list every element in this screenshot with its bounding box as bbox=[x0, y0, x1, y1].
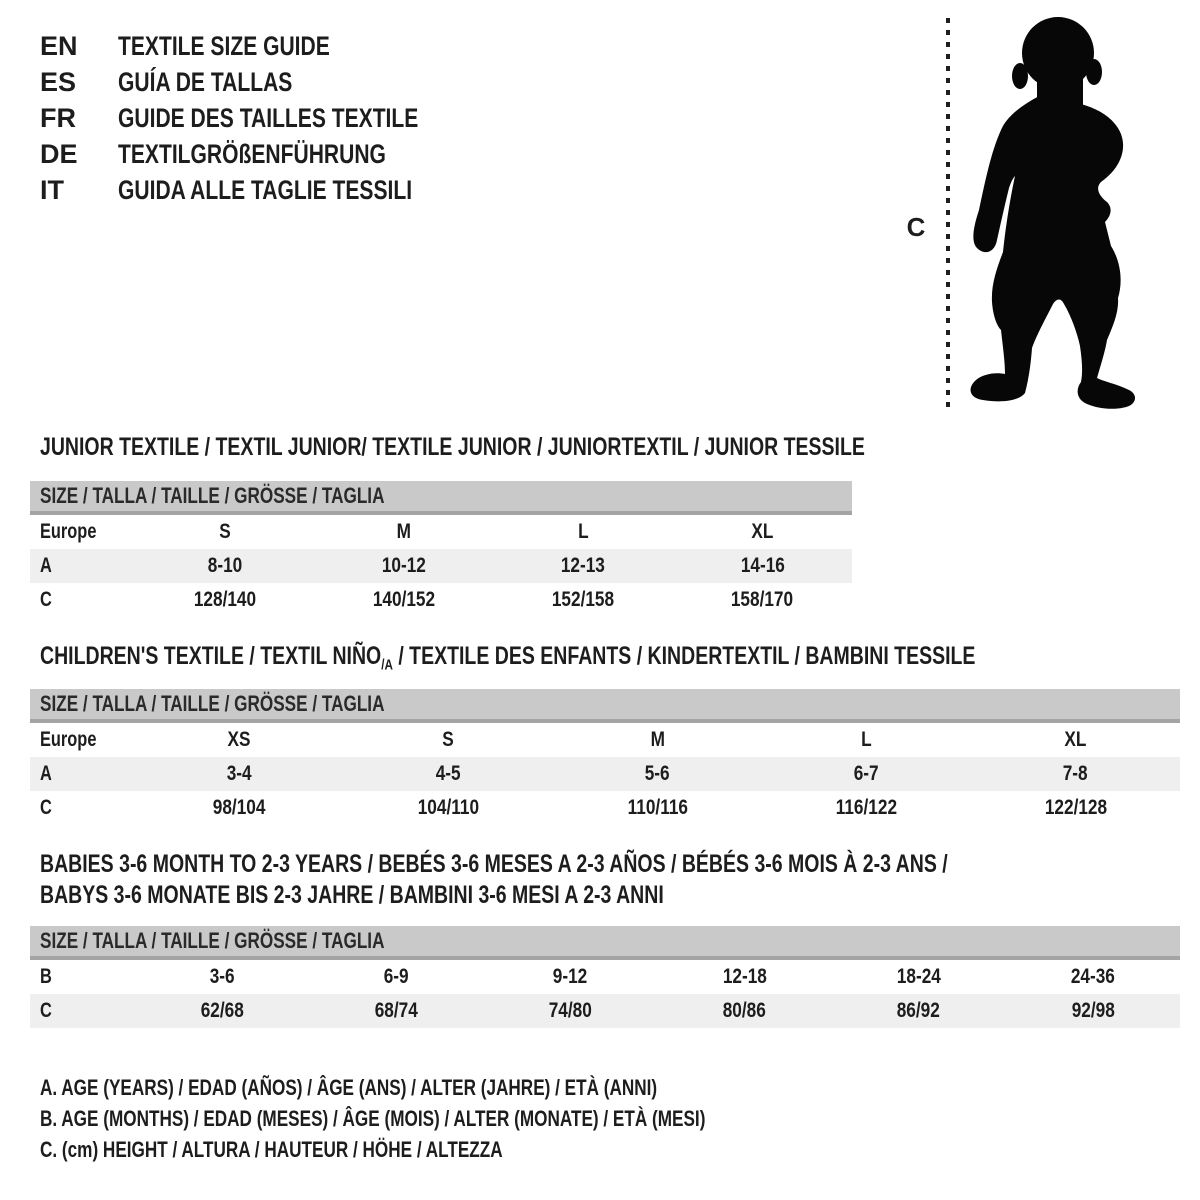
size-value-text: 122/128 bbox=[1044, 796, 1107, 819]
babies-size-table bbox=[30, 926, 1180, 1028]
section-title-line bbox=[40, 641, 1200, 680]
size-value-cell bbox=[135, 520, 314, 544]
size-value-text: 128/140 bbox=[193, 588, 256, 611]
size-value-cell bbox=[309, 999, 483, 1023]
row-label bbox=[30, 728, 135, 752]
table-row-europe bbox=[30, 723, 1180, 757]
size-value-cell bbox=[1006, 999, 1180, 1023]
size-value-cell bbox=[344, 728, 553, 752]
size-value-cell bbox=[344, 762, 553, 786]
size-value-text: 5-6 bbox=[645, 762, 670, 785]
size-value-text: 104/110 bbox=[417, 796, 480, 819]
language-row-en bbox=[40, 28, 503, 64]
size-value-cell bbox=[553, 728, 762, 752]
size-value-cell bbox=[762, 728, 971, 752]
row-label bbox=[30, 554, 135, 578]
size-value-text: 62/68 bbox=[200, 999, 244, 1022]
size-value-cell bbox=[494, 588, 673, 612]
size-value-cell bbox=[658, 965, 832, 989]
size-value-cell bbox=[314, 520, 493, 544]
size-value-text: 158/170 bbox=[731, 588, 794, 611]
section-title-text bbox=[40, 641, 975, 680]
section-title-text bbox=[40, 432, 865, 463]
size-value-text: 3-6 bbox=[209, 965, 235, 988]
size-value-cell bbox=[314, 588, 493, 612]
language-code: EN bbox=[40, 30, 78, 61]
title-segment: JUNIOR TEXTILE / TEXTIL JUNIOR/ TEXTILE JUNIOR / JUNIORTEXTIL / JUNIOR TESSILE bbox=[40, 433, 865, 461]
size-value-text: 7-8 bbox=[1063, 762, 1088, 785]
language-code: DE bbox=[40, 138, 78, 169]
size-value-cell bbox=[673, 554, 852, 578]
size-value-cell bbox=[832, 999, 1006, 1023]
size-header-band-label: SIZE / TALLA / TAILLE / GRÖSSE / TAGLIA bbox=[40, 691, 385, 716]
size-value-text: 12-18 bbox=[722, 965, 767, 988]
size-value-text: 116/122 bbox=[835, 796, 898, 819]
legend-text: A. AGE (YEARS) / EDAD (AÑOS) / ÂGE (ANS) / ALTER (JAHRE) / ETÀ (ANNI) bbox=[40, 1075, 658, 1100]
size-value-text: L bbox=[861, 728, 872, 751]
size-value-text: 6-9 bbox=[383, 965, 409, 988]
size-value-text: 4-5 bbox=[436, 762, 461, 785]
size-value-text: 18-24 bbox=[896, 965, 941, 988]
section-title-text bbox=[40, 849, 948, 880]
size-value-text: M bbox=[396, 520, 412, 543]
title-segment: CHILDREN'S TEXTILE / TEXTIL NIÑO bbox=[40, 642, 382, 670]
children-size-table bbox=[30, 689, 1180, 825]
size-value-cell bbox=[314, 554, 493, 578]
size-value-text: 9-12 bbox=[553, 965, 588, 988]
size-value-cell bbox=[762, 762, 971, 786]
language-title: GUÍA DE TALLAS bbox=[118, 66, 293, 97]
size-header-band bbox=[30, 926, 1180, 960]
size-value-text: 68/74 bbox=[374, 999, 418, 1022]
size-value-text: 86/92 bbox=[897, 999, 941, 1022]
size-value-cell bbox=[1006, 965, 1180, 989]
size-value-cell bbox=[832, 965, 1006, 989]
size-value-text: 152/158 bbox=[551, 588, 615, 611]
size-value-text: 24-36 bbox=[1070, 965, 1115, 988]
size-value-cell bbox=[673, 588, 852, 612]
size-value-cell bbox=[483, 965, 657, 989]
size-value-cell bbox=[135, 762, 344, 786]
table-row-b bbox=[30, 960, 1180, 994]
size-value-text: XL bbox=[751, 520, 774, 543]
size-value-text: 110/116 bbox=[627, 796, 688, 819]
size-value-text: 74/80 bbox=[548, 999, 592, 1022]
language-row-it bbox=[40, 172, 503, 208]
table-row-c bbox=[30, 583, 852, 617]
language-code: ES bbox=[40, 66, 77, 97]
language-title: GUIDE DES TAILLES TEXTILE bbox=[118, 102, 419, 133]
row-label-text: C bbox=[40, 796, 52, 819]
size-header-band-label: SIZE / TALLA / TAILLE / GRÖSSE / TAGLIA bbox=[40, 483, 385, 508]
legend-line-c bbox=[40, 1134, 893, 1165]
size-value-text: 6-7 bbox=[854, 762, 879, 785]
size-value-cell bbox=[971, 728, 1180, 752]
row-label bbox=[30, 796, 135, 820]
size-value-cell bbox=[553, 762, 762, 786]
title-segment: / TEXTILE DES ENFANTS / KINDERTEXTIL / BAMBINI TESSILE bbox=[392, 642, 976, 670]
size-value-cell bbox=[971, 796, 1180, 820]
title-segment: BABYS 3-6 MONATE BIS 2-3 JAHRE / BAMBINI 3-6 MESI A 2-3 ANNI bbox=[40, 881, 664, 909]
section-title-text bbox=[40, 880, 664, 911]
language-row-fr bbox=[40, 100, 503, 136]
size-value-text: L bbox=[577, 520, 589, 543]
size-value-text: S bbox=[442, 728, 455, 751]
size-value-cell bbox=[135, 728, 344, 752]
size-value-cell bbox=[494, 520, 673, 544]
table-row-europe bbox=[30, 515, 852, 549]
table-row-c bbox=[30, 994, 1180, 1028]
size-value-cell bbox=[658, 999, 832, 1023]
size-value-text: M bbox=[650, 728, 665, 751]
size-value-text: 140/152 bbox=[372, 588, 435, 611]
row-label-text: A bbox=[40, 554, 52, 577]
size-value-cell bbox=[673, 520, 852, 544]
size-value-text: 10-12 bbox=[381, 554, 426, 577]
section-title-line bbox=[40, 849, 1200, 880]
language-title: TEXTILE SIZE GUIDE bbox=[118, 30, 330, 61]
row-label bbox=[30, 520, 135, 544]
size-value-text: 80/86 bbox=[723, 999, 767, 1022]
children-section-title bbox=[40, 641, 1200, 680]
size-value-cell bbox=[135, 965, 309, 989]
size-value-text: 98/104 bbox=[213, 796, 266, 819]
size-value-cell bbox=[483, 999, 657, 1023]
row-label-text: C bbox=[40, 588, 52, 611]
language-row-es bbox=[40, 64, 503, 100]
row-label bbox=[30, 965, 135, 989]
table-row-c bbox=[30, 791, 1180, 825]
junior-size-table bbox=[30, 481, 852, 617]
legend-text: C. (cm) HEIGHT / ALTURA / HAUTEUR / HÖHE / ALTEZZA bbox=[40, 1137, 503, 1162]
size-value-cell bbox=[135, 554, 314, 578]
row-label-text: A bbox=[40, 762, 52, 785]
row-label-text: Europe bbox=[40, 520, 97, 543]
size-header-band bbox=[30, 689, 1180, 723]
title-subscript: /A bbox=[381, 656, 393, 674]
size-value-cell bbox=[135, 999, 309, 1023]
size-value-cell bbox=[135, 796, 344, 820]
size-value-cell bbox=[494, 554, 673, 578]
height-measure-dashed-line bbox=[946, 18, 950, 414]
height-measure-label: C bbox=[906, 212, 926, 242]
language-title: GUIDA ALLE TAGLIE TESSILI bbox=[118, 174, 413, 205]
section-title-line bbox=[40, 432, 1098, 463]
language-code: FR bbox=[40, 102, 76, 133]
size-value-cell bbox=[309, 965, 483, 989]
legend-line-a bbox=[40, 1072, 893, 1103]
language-title-list bbox=[40, 28, 503, 208]
table-row-a bbox=[30, 549, 852, 583]
size-header-band-label: SIZE / TALLA / TAILLE / GRÖSSE / TAGLIA bbox=[40, 928, 385, 953]
size-value-cell bbox=[344, 796, 553, 820]
row-label bbox=[30, 588, 135, 612]
size-value-text: XL bbox=[1064, 728, 1087, 751]
size-value-cell bbox=[971, 762, 1180, 786]
size-value-text: 12-13 bbox=[561, 554, 606, 577]
babies-section-title bbox=[40, 849, 1200, 911]
language-code: IT bbox=[40, 174, 64, 205]
size-value-cell bbox=[553, 796, 762, 820]
size-value-text: 8-10 bbox=[207, 554, 242, 577]
toddler-silhouette-image bbox=[961, 12, 1141, 414]
language-row-de bbox=[40, 136, 503, 172]
row-label bbox=[30, 999, 135, 1023]
row-label-text: C bbox=[40, 999, 52, 1022]
row-label-text: Europe bbox=[40, 728, 97, 751]
junior-section-title bbox=[40, 432, 1098, 463]
size-value-text: XS bbox=[228, 728, 251, 751]
size-value-cell bbox=[762, 796, 971, 820]
row-label-text: B bbox=[40, 965, 52, 988]
table-row-a bbox=[30, 757, 1180, 791]
language-title: TEXTILGRÖßENFÜHRUNG bbox=[118, 138, 386, 169]
row-label bbox=[30, 762, 135, 786]
section-title-line bbox=[40, 880, 1200, 911]
size-value-text: 14-16 bbox=[740, 554, 785, 577]
size-value-cell bbox=[135, 588, 314, 612]
size-value-text: 3-4 bbox=[227, 762, 252, 785]
legend-line-b bbox=[40, 1103, 893, 1134]
size-header-band bbox=[30, 481, 852, 515]
title-segment: BABIES 3-6 MONTH TO 2-3 YEARS / BEBÉS 3-6 MESES A 2-3 AÑOS / BÉBÉS 3-6 MOIS À 2-3 ANS / bbox=[40, 850, 948, 878]
legend-text: B. AGE (MONTHS) / EDAD (MESES) / ÂGE (MOIS) / ALTER (MONATE) / ETÀ (MESI) bbox=[40, 1106, 706, 1131]
size-value-text: 92/98 bbox=[1071, 999, 1115, 1022]
measurement-legend bbox=[40, 1072, 893, 1165]
size-value-text: S bbox=[218, 520, 231, 543]
